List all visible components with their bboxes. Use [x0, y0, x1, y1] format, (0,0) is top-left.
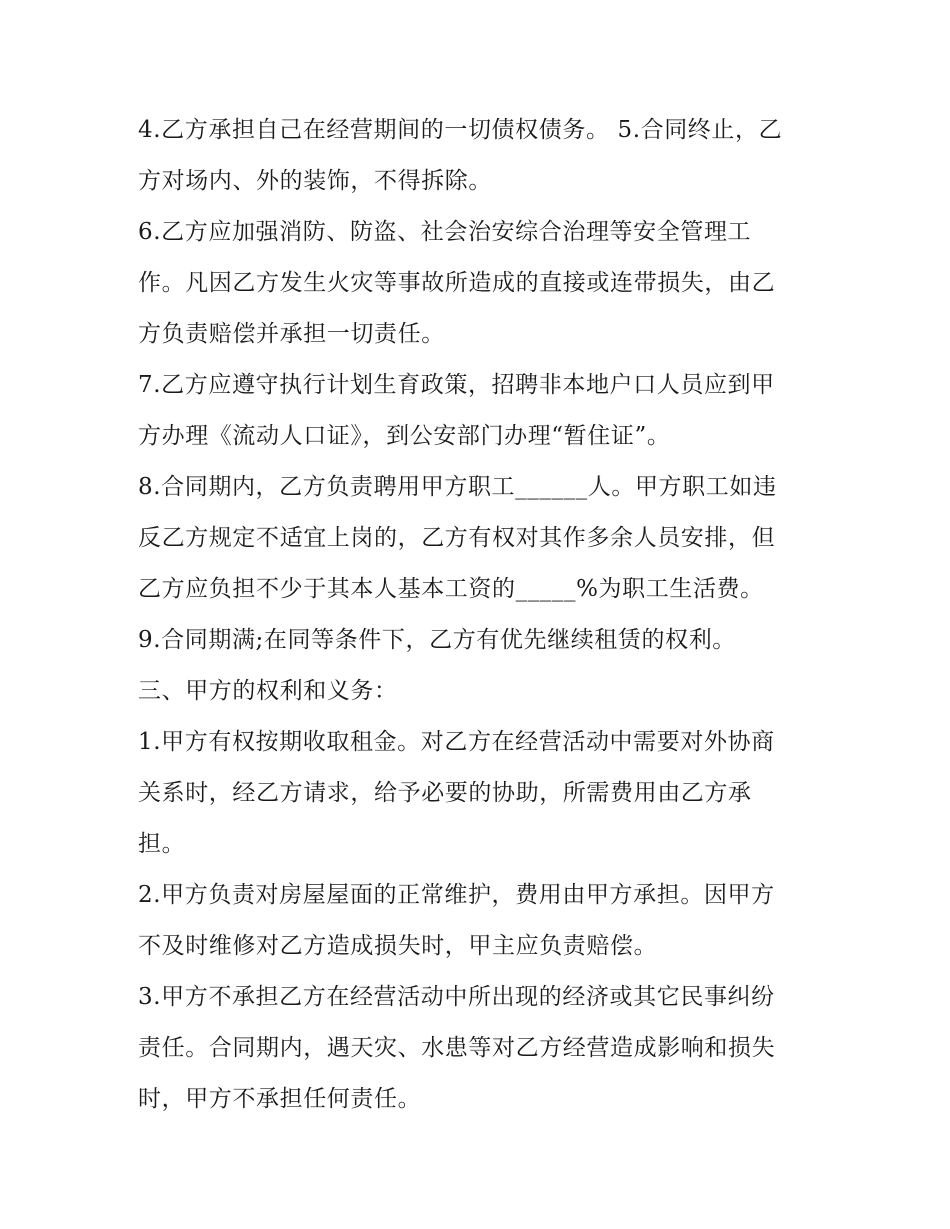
text-line: 关系时，经乙方请求，给予必要的协助，所需费用由乙方承 [138, 780, 752, 806]
text-line: 乙方应负担不少于其本人基本工资的_____%为职工生活费。 [138, 576, 764, 602]
text-line: 7.乙方应遵守执行计划生育政策，招聘非本地户口人员应到甲 [138, 372, 775, 398]
text-line: 担。 [138, 831, 186, 857]
text-line: 2.甲方负责对房屋屋面的正常维护，费用由甲方承担。因甲方 [138, 882, 775, 908]
text-line: 方办理《流动人口证》，到公安部门办理“暂住证”。 [138, 423, 671, 449]
text-line: 不及时维修对乙方造成损失时，甲主应负责赔偿。 [138, 933, 658, 959]
text-line: 6.乙方应加强消防、防盗、社会治安综合治理等安全管理工 [138, 219, 752, 245]
text-line: 1.甲方有权按期收取租金。对乙方在经营活动中需要对外协商 [138, 729, 775, 755]
text-line: 作。凡因乙方发生火灾等事故所造成的直接或连带损失，由乙 [138, 270, 776, 296]
section-heading: 三、甲方的权利和义务： [138, 678, 398, 704]
text-line: 8.合同期内，乙方负责聘用甲方职工______人。甲方职工如违 [138, 474, 777, 500]
text-line: 9.合同期满;在同等条件下，乙方有优先继续租赁的权利。 [138, 627, 736, 653]
text-line: 反乙方规定不适宜上岗的，乙方有权对其作多余人员安排，但 [138, 525, 776, 551]
text-line: 3.甲方不承担乙方在经营活动中所出现的经济或其它民事纠纷 [138, 984, 775, 1010]
text-line: 时，甲方不承担任何责任。 [138, 1086, 422, 1112]
text-line: 责任。合同期内，遇天灾、水患等对乙方经营造成影响和损失 [138, 1035, 776, 1061]
text-line: 4.乙方承担自己在经营期间的一切债权债务。 5.合同终止，乙 [138, 117, 783, 143]
text-line: 方负责赔偿并承担一切责任。 [138, 321, 445, 347]
text-line: 方对场内、外的装饰，不得拆除。 [138, 168, 492, 194]
